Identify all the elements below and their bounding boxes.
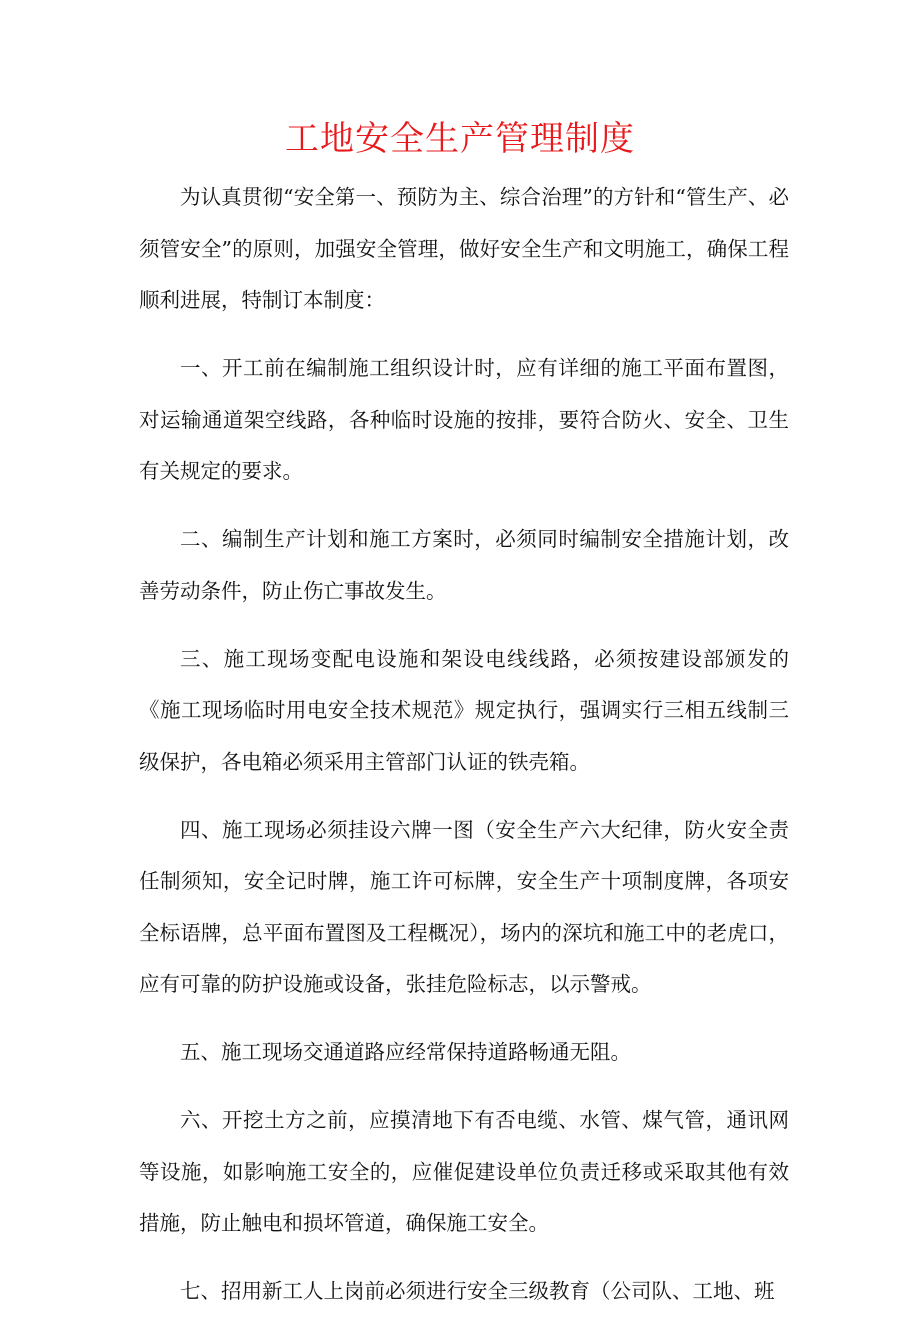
document-body xyxy=(139,172,789,1318)
rule-paragraph-2: 二、编制生产计划和施工方案时，必须同时编制安全措施计划，改善劳动条件，防止伤亡事故发生。 xyxy=(139,527,789,603)
rule-paragraph-7: 七、招用新工人上岗前必须进行安全三级教育（公司队、工地、班 xyxy=(180,1279,775,1303)
intro-paragraph: 为认真贯彻“安全第一、预防为主、综合治理”的方针和“管生产、必须管安全”的原则，加强安全管理，做好安全生产和文明施工，确保工程顺利进展，特制订本制度： xyxy=(139,185,789,312)
rule-paragraph-1: 一、开工前在编制施工组织设计时，应有详细的施工平面布置图，对运输通道架空线路，各种临时设施的按排，要符合防火、安全、卫生有关规定的要求。 xyxy=(139,356,789,483)
document-title: 工地安全生产管理制度 xyxy=(285,119,635,159)
rule-paragraph-4: 四、施工现场必须挂设六牌一图（安全生产六大纪律，防火安全责任制须知，安全记时牌，施工许可标牌，安全生产十项制度牌，各项安全标语牌，总平面布置图及工程概况），场内的深坑和施工中的老虎口，应有可靠的防护设施或设备，张挂危险标志，以示警戒。 xyxy=(139,817,789,996)
rule-paragraph-5: 五、施工现场交通道路应经常保持道路畅通无阻。 xyxy=(180,1040,631,1064)
rule-paragraph-6: 六、开挖土方之前，应摸清地下有否电缆、水管、煤气管，通讯网等设施，如影响施工安全的，应催促建设单位负责迁移或采取其他有效措施，防止触电和损坏管道，确保施工安全。 xyxy=(139,1108,789,1235)
rule-paragraph-3: 三、施工现场变配电设施和架设电线线路，必须按建设部颁发的《施工现场临时用电安全技术规范》规定执行，强调实行三相五线制三级保护，各电箱必须采用主管部门认证的铁壳箱。 xyxy=(139,646,789,774)
